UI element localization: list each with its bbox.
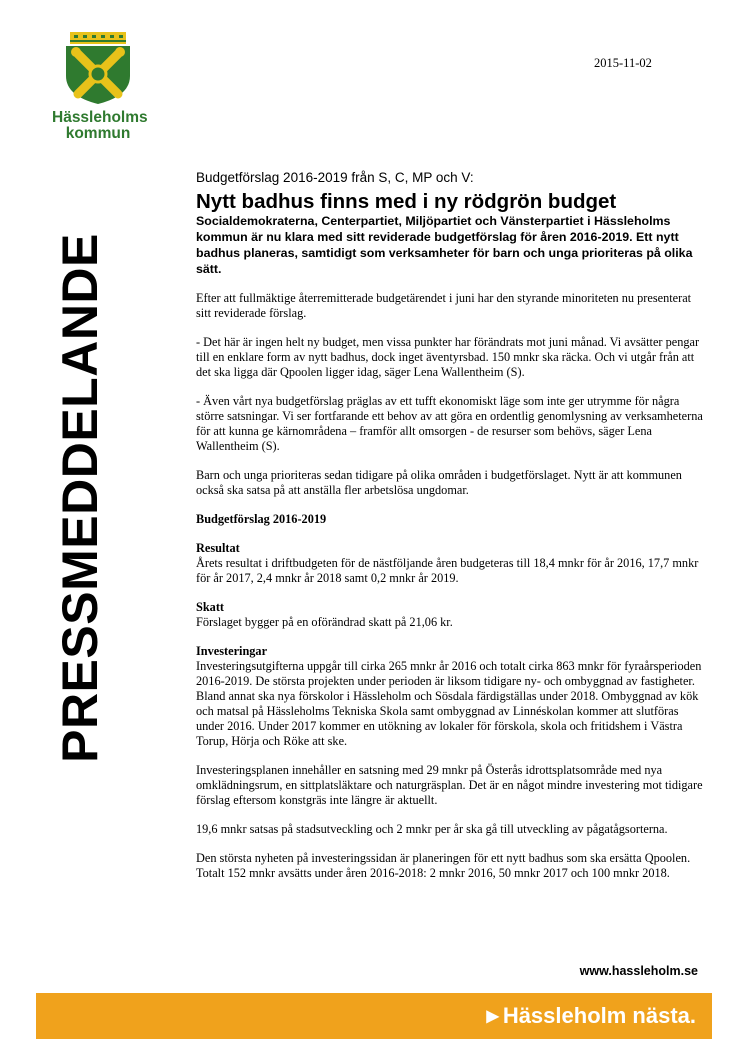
section-heading: Skatt xyxy=(196,600,225,614)
paragraph: Den största nyheten på investeringssidan är planeringen för ett nytt badhus som ska ersätta Qpoolen. Totalt 152 mnkr avsätts under åren 2016-2018: 2 mnkr 2016, 50 mnkr 2017 och 100 mnkr 2018. xyxy=(196,851,691,880)
budget-subheading: Budgetförslag 2016-2019 xyxy=(196,512,327,526)
footer-slogan xyxy=(487,1003,697,1029)
section-skatt xyxy=(196,600,706,630)
section-text: Årets resultat i driftbudgeten för de nästföljande åren budgeteras till 18,4 mnkr för år 2016, 17,7 mnkr för år 2017, 2,4 mnkr år 2018 samt 0,2 mnkr år 2019. xyxy=(196,556,699,585)
coat-of-arms-icon xyxy=(58,32,138,106)
article-headline: Nytt badhus finns med i ny rödgrön budget xyxy=(196,190,617,213)
paragraph: Efter att fullmäktige återremitterade budgetärendet i juni har den styrande minoriteten nu presenterat sitt reviderade förslag. xyxy=(196,291,692,320)
paragraph: - Det här är ingen helt ny budget, men vissa punkter har förändrats mot juni månad. Vi avsätter pengar till en enklare form av nytt badhus, dock inget äventyrsbad. 150 mnkr ska räcka. Och vi utgår från att det ska ligga där Qpoolen ligger idag, säger Lena Wallentheim (S). xyxy=(196,335,700,379)
slogan-text: Hässleholm nästa. xyxy=(502,1003,696,1028)
municipality-logo xyxy=(52,32,148,142)
article-body xyxy=(196,170,706,895)
play-arrow-icon: ▶ xyxy=(486,1008,499,1025)
footer-banner xyxy=(36,993,712,1039)
press-release-date: 2015-11-02 xyxy=(594,56,652,70)
article-ingress: Socialdemokraterna, Centerpartiet, Miljöpartiet och Vänsterpartiet i Hässleholms kommun är nu klara med sitt reviderade budgetförslag för åren 2016-2019. Ett nytt badhus planeras, samtidigt som verksamheter för barn och unga prioriteras på olika sätt. xyxy=(196,214,693,276)
paragraph: Investeringsplanen innehåller en satsning med 29 mnkr på Österås idrottsplatsområde med nya omklädningsrum, en sittplatsläktare och naturgräsplan. Det är en något mindre investering mot tidigare förslag eftersom konstgräs inte längre är aktuellt. xyxy=(196,763,703,807)
section-heading: Resultat xyxy=(196,541,240,555)
paragraph: Barn och unga prioriteras sedan tidigare på olika områden i budgetförslaget. Nytt är att kommunen också ska satsa på att anställa fler arbetslösa ungdomar. xyxy=(196,468,682,497)
pressmeddelande-label: PRESSMEDDELANDE xyxy=(52,233,108,763)
paragraph: - Även vårt nya budgetförslag präglas av ett tufft ekonomiskt läge som inte ger utrymme för några större satsningar. Vi ser fortfarande ett behov av att göra en ordentlig genomlysning av verksamheterna för att kunna ge kärnområdena – framför allt omsorgen - de resurser som behövs, säger Lena Wallentheim (S). xyxy=(196,394,703,453)
article-kicker: Budgetförslag 2016-2019 från S, C, MP och V: xyxy=(196,170,474,185)
side-label-container xyxy=(52,168,108,828)
paragraph: 19,6 mnkr satsas på stadsutveckling och 2 mnkr per år ska gå till utveckling av pågatågsorterna. xyxy=(196,822,668,836)
section-text: Investeringsutgifterna uppgår till cirka 265 mnkr år 2016 och totalt cirka 863 mnkr för fyraårsperioden 2016-2019. De största projekten under perioden är liksom tidigare ny- och ombyggnad av fastigheter. Bland annat ska nya förskolor i Hässleholm och Sösdala färdigställas under 2018. Ombyggnad av kök och matsal på Hässleholms Tekniska Skola samt ombyggnad av Linnéskolan kommer att slutföras under 2016. Under 2017 kommer en utökning av lokaler för förskola, skola och fritidshem i Västra Torup, Hörja och Röke att ske. xyxy=(196,659,702,748)
section-text: Förslaget bygger på en oförändrad skatt på 21,06 kr. xyxy=(196,615,453,629)
logo-text-line2: kommun xyxy=(65,125,131,142)
section-investeringar xyxy=(196,644,706,749)
logo-text-line1: Hässleholms xyxy=(52,109,148,126)
section-resultat xyxy=(196,541,706,586)
section-heading: Investeringar xyxy=(196,644,268,658)
website-link[interactable]: www.hassleholm.se xyxy=(579,964,698,978)
